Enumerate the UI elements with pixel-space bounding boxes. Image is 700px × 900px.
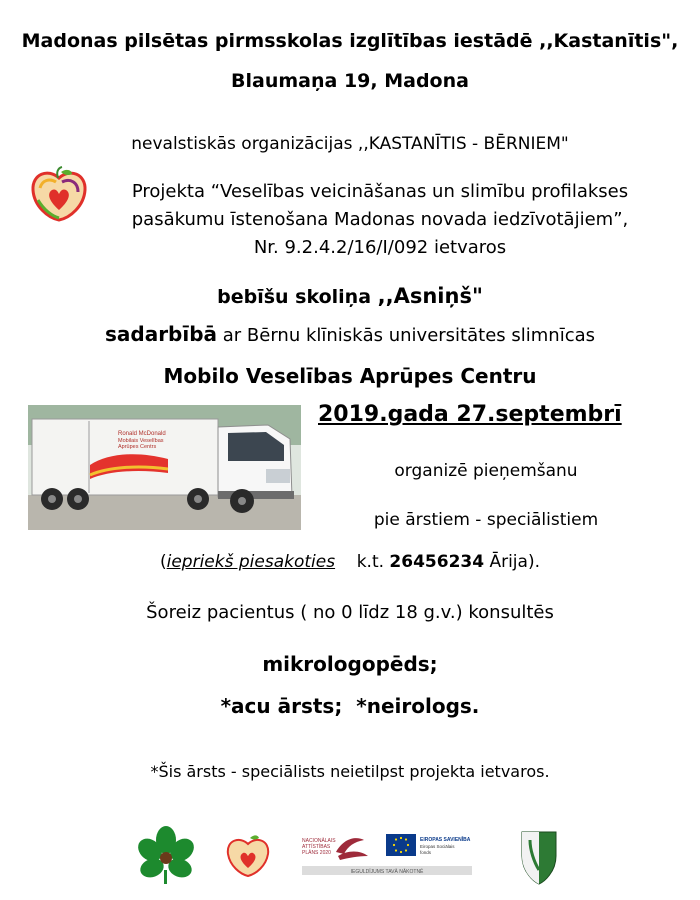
apple-heart-small-logo: [228, 835, 268, 876]
school-line: [0, 284, 700, 308]
truck-sign-line-1: Ronald McDonald: [118, 431, 166, 437]
truck-sign-line-2: Mobilais Veselības: [118, 438, 164, 444]
reception-line-1: organizē pieņemšanu: [394, 461, 578, 481]
phone-label: k.t.: [335, 552, 390, 572]
phone-number: 26456234: [389, 552, 485, 572]
consult-line: Šoreiz pacientus ( no 0 līdz 18 g.v.) konsultēs: [146, 602, 554, 623]
project-description: [90, 178, 670, 262]
school-prefix: bebīšu skoliņa: [217, 286, 378, 308]
eu-line-3: fonds: [420, 850, 432, 855]
organization-line: nevalstiskās organizācijas ,,KASTANĪTIS - BĒRNIEM": [131, 134, 569, 154]
nap-line-1: NACIONĀLAIS: [302, 838, 336, 844]
header-line-2: Blaumaņa 19, Madona: [231, 70, 469, 92]
event-date: 2019.gada 27.septembrī: [318, 402, 622, 427]
eu-line-1: EIROPAS SAVIENĪBA: [420, 837, 471, 843]
chestnut-leaf-logo: [134, 826, 199, 884]
center-name: Mobilo Veselības Aprūpes Centru: [163, 364, 537, 388]
nap-eu-logo: [302, 834, 472, 875]
registration-line: [0, 552, 700, 572]
contact-name: Ārija).: [484, 552, 540, 572]
cooperation-line: [0, 322, 700, 346]
eu-line-2: Eiropas Sociālais: [420, 844, 455, 849]
cooperation-rest: ar Bērnu klīniskās universitātes slimnīcas: [217, 325, 596, 346]
reception-line-2: pie ārstiem - speciālistiem: [373, 510, 599, 530]
truck-sign-line-3: Aprūpes Centrs: [118, 444, 157, 450]
cooperation-bold: sadarbībā: [104, 322, 218, 346]
registration-open: (: [159, 552, 167, 572]
project-line-2: pasākumu īstenošana Madonas novada iedzīvotājiem”,: [131, 209, 629, 230]
nap-line-3: PLĀNS 2020: [302, 850, 331, 856]
specialist-speech-therapist: mikrologopēds;: [262, 652, 438, 676]
school-name: ,,Asniņš": [377, 284, 483, 308]
madona-coat-of-arms: [522, 832, 556, 884]
project-line-1: Projekta “Veselības veicināšanas un slimību profilakses: [131, 181, 629, 202]
apple-heart-logo: [28, 166, 90, 224]
project-line-3: Nr. 9.2.4.2/16/I/092 ietvaros: [253, 237, 507, 258]
footnote: *Šis ārsts - speciālists neietilpst projekta ietvaros.: [150, 762, 550, 781]
registration-underlined: iepriekš piesakoties: [166, 552, 336, 572]
specialist-eye-neuro: *acu ārsts; *neirologs.: [220, 694, 480, 718]
footer-logos: [124, 826, 574, 892]
header-line-1: Madonas pilsētas pirmsskolas izglītības iestādē ,,Kastanītis",: [21, 30, 679, 52]
slogan: IEGULDĪJUMS TAVĀ NĀKOTNĒ: [350, 869, 424, 875]
nap-line-2: ATTĪSTĪBAS: [302, 844, 331, 850]
mobile-health-truck-image: [28, 405, 301, 530]
